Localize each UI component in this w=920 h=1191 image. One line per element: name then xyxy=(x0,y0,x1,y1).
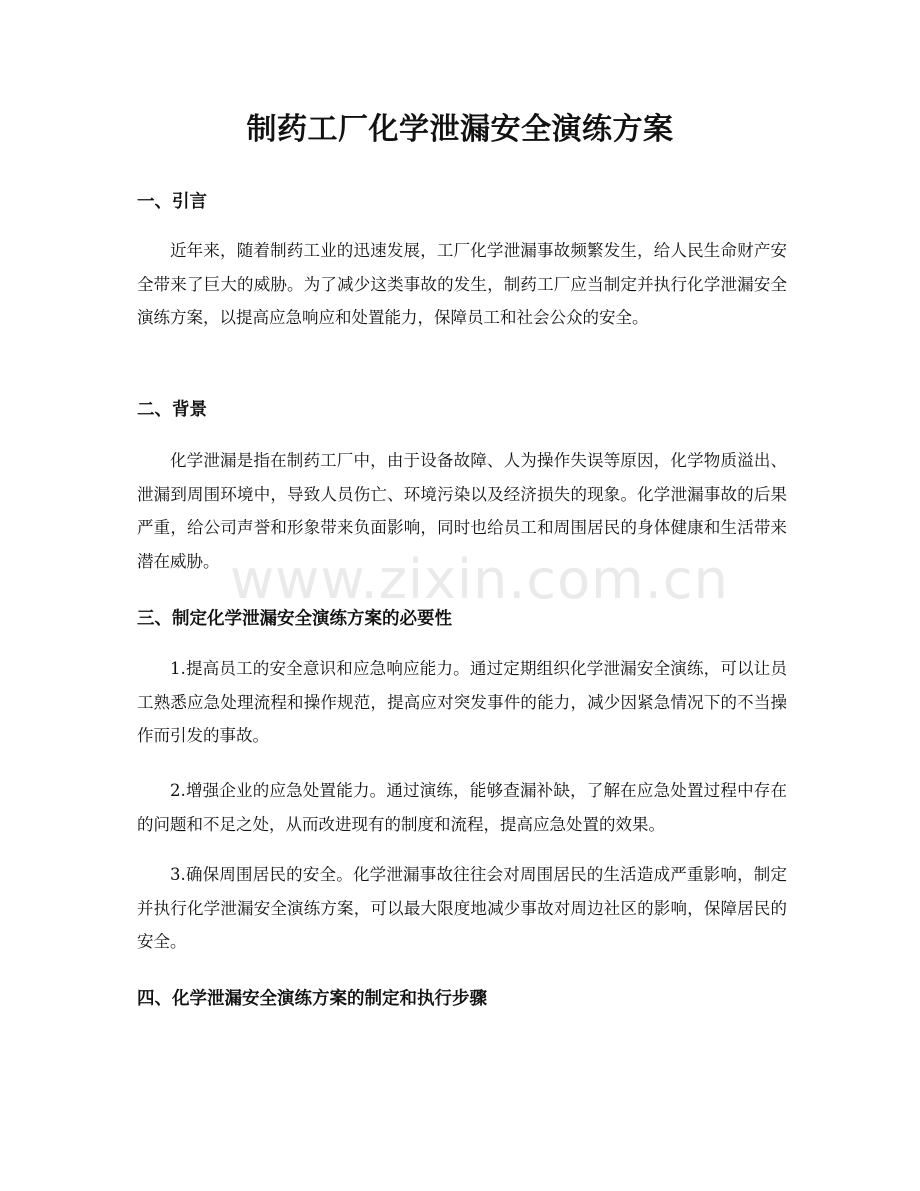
section-heading-necessity: 三、制定化学泄漏安全演练方案的必要性 xyxy=(137,609,452,629)
paragraph-necessity-2: 2.增强企业的应急处置能力。通过演练，能够查漏补缺，了解在应急处置过程中存在的问题和不足之处，从而改进现有的制度和流程，提高应急处置的效果。 xyxy=(137,781,787,834)
paragraph-necessity-1: 1.提高员工的安全意识和应急响应能力。通过定期组织化学泄漏安全演练，可以让员工熟悉应急处理流程和操作规范，提高应对突发事件的能力，减少因紧急情况下的不当操作而引发的事故。 xyxy=(137,659,787,745)
section-heading-introduction: 一、引言 xyxy=(137,192,207,212)
section-heading-background: 二、背景 xyxy=(137,400,207,420)
paragraph-necessity-3: 3.确保周围居民的安全。化学泄漏事故往往会对周围居民的生活造成严重影响，制定并执行化学泄漏安全演练方案，可以最大限度地减少事故对周边社区的影响，保障居民的安全。 xyxy=(137,865,787,951)
paragraph-background: 化学泄漏是指在制药工厂中，由于设备故障、人为操作失误等原因，化学物质溢出、泄漏到周围环境中，导致人员伤亡、环境污染以及经济损失的现象。化学泄漏事故的后果严重，给公司声誉和形象带来负面影响，同时也给员工和周围居民的身体健康和生活带来潜在威胁。 xyxy=(137,451,787,571)
section-heading-steps: 四、化学泄漏安全演练方案的制定和执行步骤 xyxy=(137,989,487,1009)
document-title: 制药工厂化学泄漏安全演练方案 xyxy=(246,112,674,147)
watermark-text: www.zixin.com.cn xyxy=(230,548,729,611)
paragraph-introduction: 近年来，随着制药工业的迅速发展，工厂化学泄漏事故频繁发生，给人民生命财产安全带来了巨大的威胁。为了减少这类事故的发生，制药工厂应当制定并执行化学泄漏安全演练方案，以提高应急响应和处置能力，保障员工和社会公众的安全。 xyxy=(137,241,787,327)
